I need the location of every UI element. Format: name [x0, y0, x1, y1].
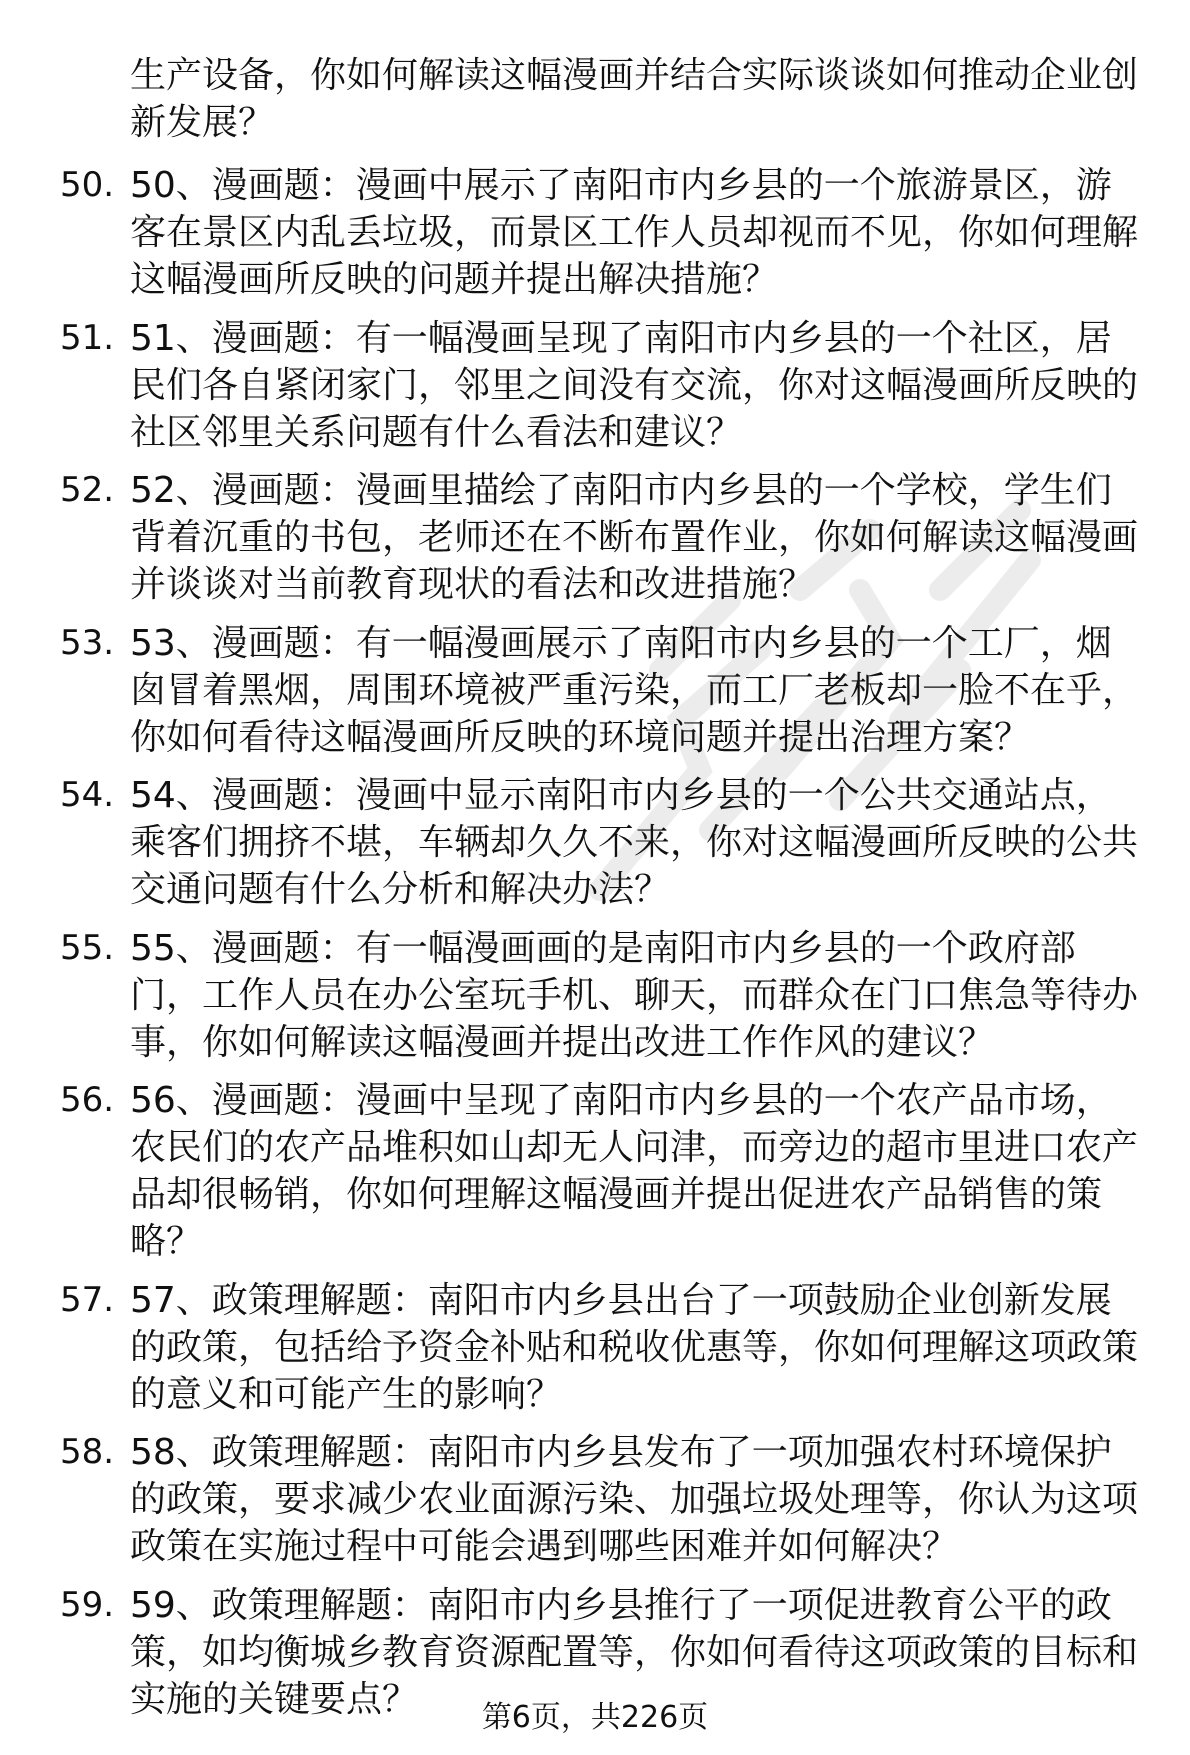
- question-item: [0, 162, 1190, 303]
- question-number: 54.: [60, 775, 115, 815]
- question-item: [0, 925, 1190, 1066]
- question-item: [0, 467, 1190, 608]
- question-text: 50、漫画题：漫画中展示了南阳市内乡县的一个旅游景区，游客在景区内乱丢垃圾，而景区工作人员却视而不见，你如何理解这幅漫画所反映的问题并提出解决措施？: [130, 165, 1139, 300]
- question-item: [0, 1077, 1190, 1265]
- question-text: 59、政策理解题：南阳市内乡县推行了一项促进教育公平的政策，如均衡城乡教育资源配置等，你如何看待这项政策的目标和实施的关键要点？: [130, 1584, 1139, 1720]
- question-number: 57.: [60, 1279, 115, 1320]
- question-list: [0, 162, 1190, 1734]
- question-text: 54、漫画题：漫画中显示南阳市内乡县的一个公共交通站点，乘客们拥挤不堪，车辆却久久不来，你对这幅漫画所反映的公共交通问题有什么分析和解决办法？: [130, 775, 1139, 910]
- question-text: 57、政策理解题：南阳市内乡县出台了一项鼓励企业创新发展的政策，包括给予资金补贴和税收优惠等，你如何理解这项政策的意义和可能产生的影响？: [130, 1279, 1139, 1415]
- question-number: 53.: [60, 622, 115, 663]
- question-number: 51.: [60, 317, 115, 358]
- question-text: 58、政策理解题：南阳市内乡县发布了一项加强农村环境保护的政策，要求减少农业面源污染、加强垃圾处理等，你认为这项政策在实施过程中可能会遇到哪些困难并如何解决？: [130, 1432, 1139, 1567]
- question-text: 52、漫画题：漫画里描绘了南阳市内乡县的一个学校，学生们背着沉重的书包，老师还在不断布置作业，你如何解读这幅漫画并谈谈对当前教育现状的看法和改进措施？: [130, 470, 1139, 605]
- question-number: 50.: [60, 165, 115, 205]
- continuation-text: 生产设备，你如何解读这幅漫画并结合实际谈谈如何推动企业创新发展？: [130, 55, 1139, 143]
- question-number: 55.: [60, 927, 115, 968]
- question-item: [0, 315, 1190, 456]
- question-number: 52.: [60, 470, 115, 510]
- question-text: 53、漫画题：有一幅漫画展示了南阳市内乡县的一个工厂，烟囱冒着黑烟，周围环境被严重污染，而工厂老板却一脸不在乎，你如何看待这幅漫画所反映的环境问题并提出治理方案？: [130, 622, 1139, 758]
- question-text: 55、漫画题：有一幅漫画画的是南阳市内乡县的一个政府部门，工作人员在办公室玩手机、聊天，而群众在门口焦急等待办事，你如何解读这幅漫画并提出改进工作作风的建议？: [130, 927, 1139, 1063]
- question-item: [0, 1429, 1190, 1570]
- question-number: 58.: [60, 1432, 115, 1472]
- question-text: 51、漫画题：有一幅漫画呈现了南阳市内乡县的一个社区，居民们各自紧闭家门，邻里之间没有交流，你对这幅漫画所反映的社区邻里关系问题有什么看法和建议？: [130, 317, 1139, 453]
- page-indicator: 第6页，共226页: [481, 1700, 709, 1735]
- question-item: [0, 620, 1190, 761]
- question-number: 59.: [60, 1584, 115, 1625]
- question-item: [0, 772, 1190, 913]
- question-text: 56、漫画题：漫画中呈现了南阳市内乡县的一个农产品市场，农民们的农产品堆积如山却无人问津，而旁边的超市里进口农产品却很畅销，你如何理解这幅漫画并提出促进农产品销售的策略？: [130, 1080, 1139, 1262]
- question-number: 56.: [60, 1080, 115, 1120]
- question-item: [0, 1277, 1190, 1418]
